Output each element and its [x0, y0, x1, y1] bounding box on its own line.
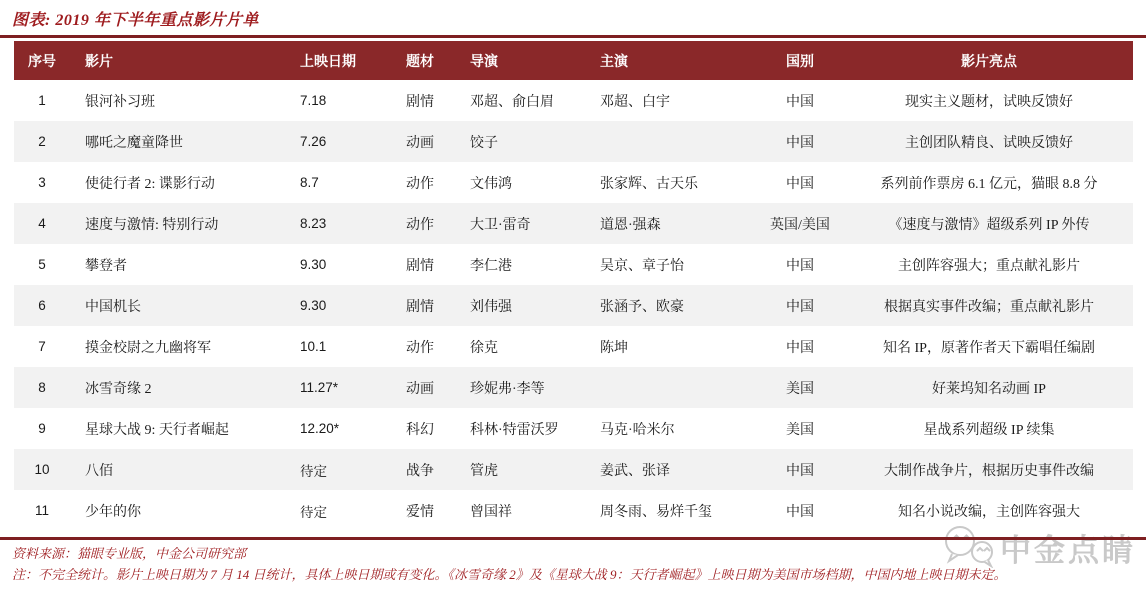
- cell-cast: 周冬雨、易烊千玺: [600, 504, 712, 520]
- cell-film: 哪吒之魔童降世: [85, 135, 183, 151]
- cell-director: 徐克: [470, 340, 498, 356]
- cell-director: 珍妮弗·李等: [470, 381, 545, 397]
- cell-highlight: 大制作战争片，根据历史事件改编: [884, 463, 1094, 479]
- cell-director: 管虎: [470, 463, 498, 479]
- title-divider: [0, 35, 1146, 38]
- cell-country: 美国: [786, 422, 814, 438]
- cell-director: 科林·特雷沃罗: [470, 422, 559, 438]
- cell-genre: 科幻: [406, 422, 434, 438]
- cell-date: 待定: [300, 504, 327, 520]
- table-row: [14, 80, 1133, 121]
- table-row: [14, 449, 1133, 490]
- col-header-genre: 题材: [406, 54, 434, 70]
- cell-highlight: 知名 IP，原著作者天下霸唱任编剧: [883, 340, 1095, 356]
- cell-cast: 张涵予、欧豪: [600, 299, 684, 315]
- col-header-index: 序号: [28, 54, 56, 70]
- cell-film: 使徒行者 2: 谍影行动: [85, 176, 215, 192]
- cell-genre: 战争: [406, 463, 434, 479]
- cell-index: 6: [38, 298, 46, 313]
- table-header-row: [14, 41, 1133, 80]
- cell-country: 中国: [786, 258, 814, 274]
- table-row: [14, 326, 1133, 367]
- cell-country: 中国: [786, 340, 814, 356]
- table-row: [14, 162, 1133, 203]
- cell-country: 中国: [786, 135, 814, 151]
- cell-film: 攀登者: [85, 258, 127, 274]
- cell-film: 摸金校尉之九幽将军: [85, 340, 211, 356]
- cell-highlight: 星战系列超级 IP 续集: [923, 422, 1055, 438]
- cell-country: 中国: [786, 504, 814, 520]
- cell-genre: 剧情: [406, 299, 434, 315]
- cell-genre: 动画: [406, 135, 434, 151]
- cell-country: 英国/美国: [770, 217, 830, 233]
- cell-index: 4: [38, 216, 46, 231]
- cell-cast: 姜武、张译: [600, 463, 670, 479]
- col-header-director: 导演: [470, 54, 498, 70]
- cell-director: 文伟鸿: [470, 176, 512, 192]
- cell-film: 中国机长: [85, 299, 141, 315]
- cell-country: 中国: [786, 299, 814, 315]
- col-header-date: 上映日期: [300, 54, 356, 70]
- cell-genre: 动画: [406, 381, 434, 397]
- cell-date: 7.18: [300, 93, 327, 108]
- table-row: [14, 408, 1133, 449]
- cell-genre: 剧情: [406, 258, 434, 274]
- cell-cast: 道恩·强森: [600, 217, 661, 233]
- cell-genre: 剧情: [406, 94, 434, 110]
- cell-country: 美国: [786, 381, 814, 397]
- cell-index: 1: [38, 93, 46, 108]
- cell-film: 八佰: [85, 463, 113, 479]
- cell-index: 11: [34, 503, 49, 518]
- col-header-film: 影片: [85, 54, 113, 70]
- cell-index: 7: [38, 339, 46, 354]
- source-line: 资料来源：猫眼专业版，中金公司研究部: [12, 546, 247, 561]
- cell-genre: 动作: [406, 176, 434, 192]
- cell-country: 中国: [786, 463, 814, 479]
- table-footnotes: [0, 537, 1146, 584]
- cell-index: 5: [38, 257, 46, 272]
- cell-index: 3: [38, 175, 46, 190]
- cell-date: 10.1: [300, 339, 327, 354]
- cell-film: 银河补习班: [85, 94, 155, 110]
- cell-cast: 邓超、白宇: [600, 94, 670, 110]
- brand-watermark-label: 中金点睛: [1000, 533, 1136, 568]
- table-row: [14, 244, 1133, 285]
- cell-genre: 动作: [406, 340, 434, 356]
- cell-film: 少年的你: [85, 504, 141, 520]
- cell-date: 9.30: [300, 298, 327, 313]
- cell-highlight: 《速度与激情》超级系列 IP 外传: [888, 217, 1090, 233]
- cell-director: 大卫·雷奇: [470, 217, 531, 233]
- cell-highlight: 知名小说改编，主创阵容强大: [898, 504, 1080, 520]
- cell-director: 李仁港: [470, 258, 512, 274]
- cell-index: 8: [38, 380, 46, 395]
- cell-genre: 爱情: [406, 504, 434, 520]
- cell-highlight: 系列前作票房 6.1 亿元，猫眼 8.8 分: [880, 176, 1098, 192]
- figure-title: 图表: 2019 年下半年重点影片片单: [12, 12, 259, 29]
- cell-date: 7.26: [300, 134, 327, 149]
- cell-film: 冰雪奇缘 2: [85, 381, 152, 397]
- cell-date: 12.20*: [300, 421, 340, 436]
- cell-highlight: 主创阵容强大；重点献礼影片: [898, 258, 1080, 274]
- cell-director: 邓超、俞白眉: [470, 94, 554, 110]
- cell-film: 星球大战 9: 天行者崛起: [85, 422, 229, 438]
- cell-index: 9: [38, 421, 46, 436]
- cell-genre: 动作: [406, 217, 434, 233]
- cell-cast: 张家辉、古天乐: [600, 176, 698, 192]
- cell-film: 速度与激情: 特别行动: [85, 217, 219, 233]
- table-row: [14, 203, 1133, 244]
- cell-highlight: 主创团队精良、试映反馈好: [905, 135, 1073, 151]
- cell-date: 11.27*: [300, 380, 339, 395]
- cell-highlight: 好莱坞知名动画 IP: [932, 381, 1046, 397]
- cell-cast: 马克·哈米尔: [600, 422, 675, 438]
- cell-director: 刘伟强: [470, 299, 512, 315]
- cell-highlight: 根据真实事件改编；重点献礼影片: [884, 299, 1094, 315]
- cell-date: 待定: [300, 463, 327, 479]
- cell-index: 2: [38, 134, 46, 149]
- cell-date: 8.7: [300, 175, 319, 190]
- cell-index: 10: [34, 462, 50, 477]
- table-row: [14, 121, 1133, 162]
- table-row: [14, 367, 1133, 408]
- col-header-cast: 主演: [600, 54, 628, 70]
- cell-country: 中国: [786, 94, 814, 110]
- col-header-highlight: 影片亮点: [961, 54, 1017, 70]
- film-table: [14, 41, 1133, 531]
- cell-director: 曾国祥: [470, 504, 512, 520]
- cell-country: 中国: [786, 176, 814, 192]
- cell-director: 饺子: [470, 135, 498, 151]
- cell-date: 9.30: [300, 257, 327, 272]
- col-header-country: 国别: [786, 54, 814, 70]
- cell-date: 8.23: [300, 216, 327, 231]
- table-body: [14, 80, 1133, 531]
- table-row: [14, 285, 1133, 326]
- cell-highlight: 现实主义题材，试映反馈好: [905, 94, 1073, 110]
- cell-cast: 陈坤: [600, 340, 628, 356]
- cell-cast: 吴京、章子怡: [600, 258, 684, 274]
- note-line: 注：不完全统计。影片上映日期为 7 月 14 日统计，具体上映日期或有变化。《冰雪奇缘 2》及《星球大战 9：天行者崛起》上映日期为美国市场档期，中国内地上映日期未定。: [12, 566, 1007, 582]
